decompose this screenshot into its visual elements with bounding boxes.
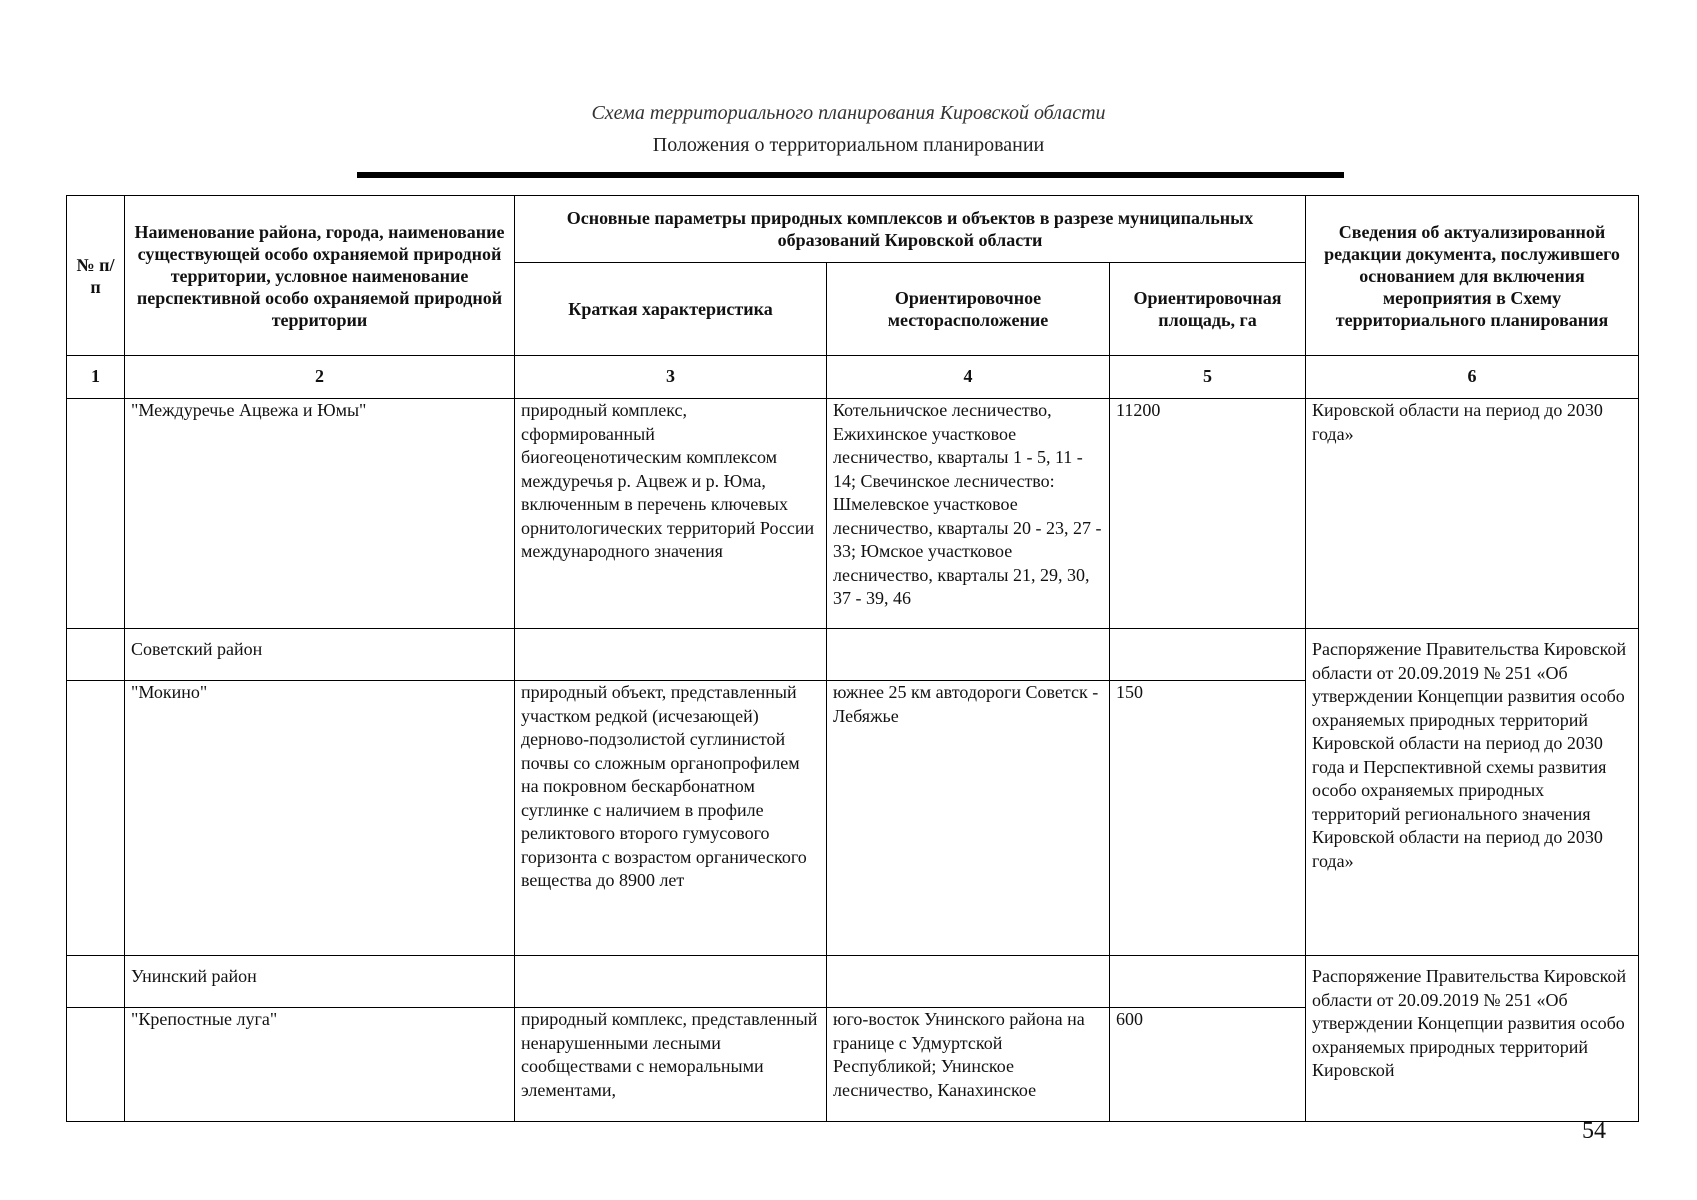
- empty-cell: [827, 956, 1110, 1008]
- document-info: Распоряжение Правительства Кировской области от 20.09.2019 № 251 «Об утверждении Концепции развития особо охраняемых природных территорий Кировской области на период до 2030 года и Перспективной схемы развития особо охраняемых природных территорий регионального значения Кировской области на период до 2030 года»: [1306, 629, 1639, 956]
- column-number: 4: [827, 356, 1110, 399]
- empty-cell: [515, 956, 827, 1008]
- planning-table: [66, 195, 1639, 1122]
- empty-cell: [515, 629, 827, 681]
- document-header: [0, 100, 1697, 158]
- territory-area: 11200: [1110, 399, 1306, 629]
- empty-cell: [827, 629, 1110, 681]
- header-characteristic: Краткая характеристика: [515, 263, 827, 356]
- header-area: Ориентировочная площадь, га: [1110, 263, 1306, 356]
- page-number: 54: [1582, 1118, 1606, 1144]
- header-location: Ориентировочное месторасположение: [827, 263, 1110, 356]
- region-name: Унинский район: [125, 956, 515, 1008]
- region-row: [67, 956, 1639, 1008]
- document-info: Кировской области на период до 2030 года»: [1306, 399, 1639, 629]
- document-info: Распоряжение Правительства Кировской области от 20.09.2019 № 251 «Об утверждении Концепции развития особо охраняемых природных территорий Кировской: [1306, 956, 1639, 1122]
- row-num-cell: [67, 399, 125, 629]
- column-number: 6: [1306, 356, 1639, 399]
- territory-name: "Междуречье Ацвежа и Юмы": [125, 399, 515, 629]
- header-row-1: [67, 196, 1639, 263]
- header-num: № п/п: [67, 196, 125, 356]
- header-divider: [357, 172, 1344, 178]
- territory-location: Котельничское лесничество, Ежихинское участковое лесничество, кварталы 1 - 5, 11 - 14; Свечинское лесничество: Шмелевское участковое лесничество, кварталы 20 - 23, 27 - 33; Юмское участковое лесничество, кварталы 21, 29, 30, 37 - 39, 46: [827, 399, 1110, 629]
- column-number: 1: [67, 356, 125, 399]
- territory-name: "Мокино": [125, 681, 515, 956]
- table-row: [67, 399, 1639, 629]
- territory-characteristic: природный комплекс, сформированный биогеоценотическим комплексом междуречья р. Ацвеж и р. Юма, включенным в перечень ключевых орнитологических территорий России международного значения: [515, 399, 827, 629]
- column-number: 5: [1110, 356, 1306, 399]
- header-params-group: Основные параметры природных комплексов и объектов в разрезе муниципальных образований Кировской области: [515, 196, 1306, 263]
- region-name: Советский район: [125, 629, 515, 681]
- column-numbers-row: [67, 356, 1639, 399]
- territory-characteristic: природный комплекс, представленный ненарушенными лесными сообществами с неморальными элементами,: [515, 1008, 827, 1122]
- row-num-cell: [67, 629, 125, 681]
- row-num-cell: [67, 1008, 125, 1122]
- empty-cell: [1110, 629, 1306, 681]
- territory-area: 600: [1110, 1008, 1306, 1122]
- empty-cell: [1110, 956, 1306, 1008]
- column-number: 3: [515, 356, 827, 399]
- row-num-cell: [67, 681, 125, 956]
- row-num-cell: [67, 956, 125, 1008]
- column-number: 2: [125, 356, 515, 399]
- header-info: Сведения об актуализированной редакции документа, послужившего основанием для включения мероприятия в Схему территориального планирования: [1306, 196, 1639, 356]
- territory-location: юго-восток Унинского района на границе с Удмуртской Республикой; Унинское лесничество, Канахинское: [827, 1008, 1110, 1122]
- territory-location: южнее 25 км автодороги Советск - Лебяжье: [827, 681, 1110, 956]
- document-subtitle: Положения о территориальном планировании: [652, 134, 1045, 156]
- header-name: Наименование района, города, наименование существующей особо охраняемой природной территории, условное наименование перспективной особо охраняемой природной территории: [125, 196, 515, 356]
- territory-name: "Крепостные луга": [125, 1008, 515, 1122]
- document-title: Схема территориального планирования Кировской области: [591, 102, 1106, 124]
- territory-characteristic: природный объект, представленный участком редкой (исчезающей) дерново-подзолистой суглинистой почвы со сложным органопрофилем на покровном бескарбонатном суглинке с наличием в профиле реликтового второго гумусового горизонта с возрастом органического вещества до 8900 лет: [515, 681, 827, 956]
- region-row: [67, 629, 1639, 681]
- territory-area: 150: [1110, 681, 1306, 956]
